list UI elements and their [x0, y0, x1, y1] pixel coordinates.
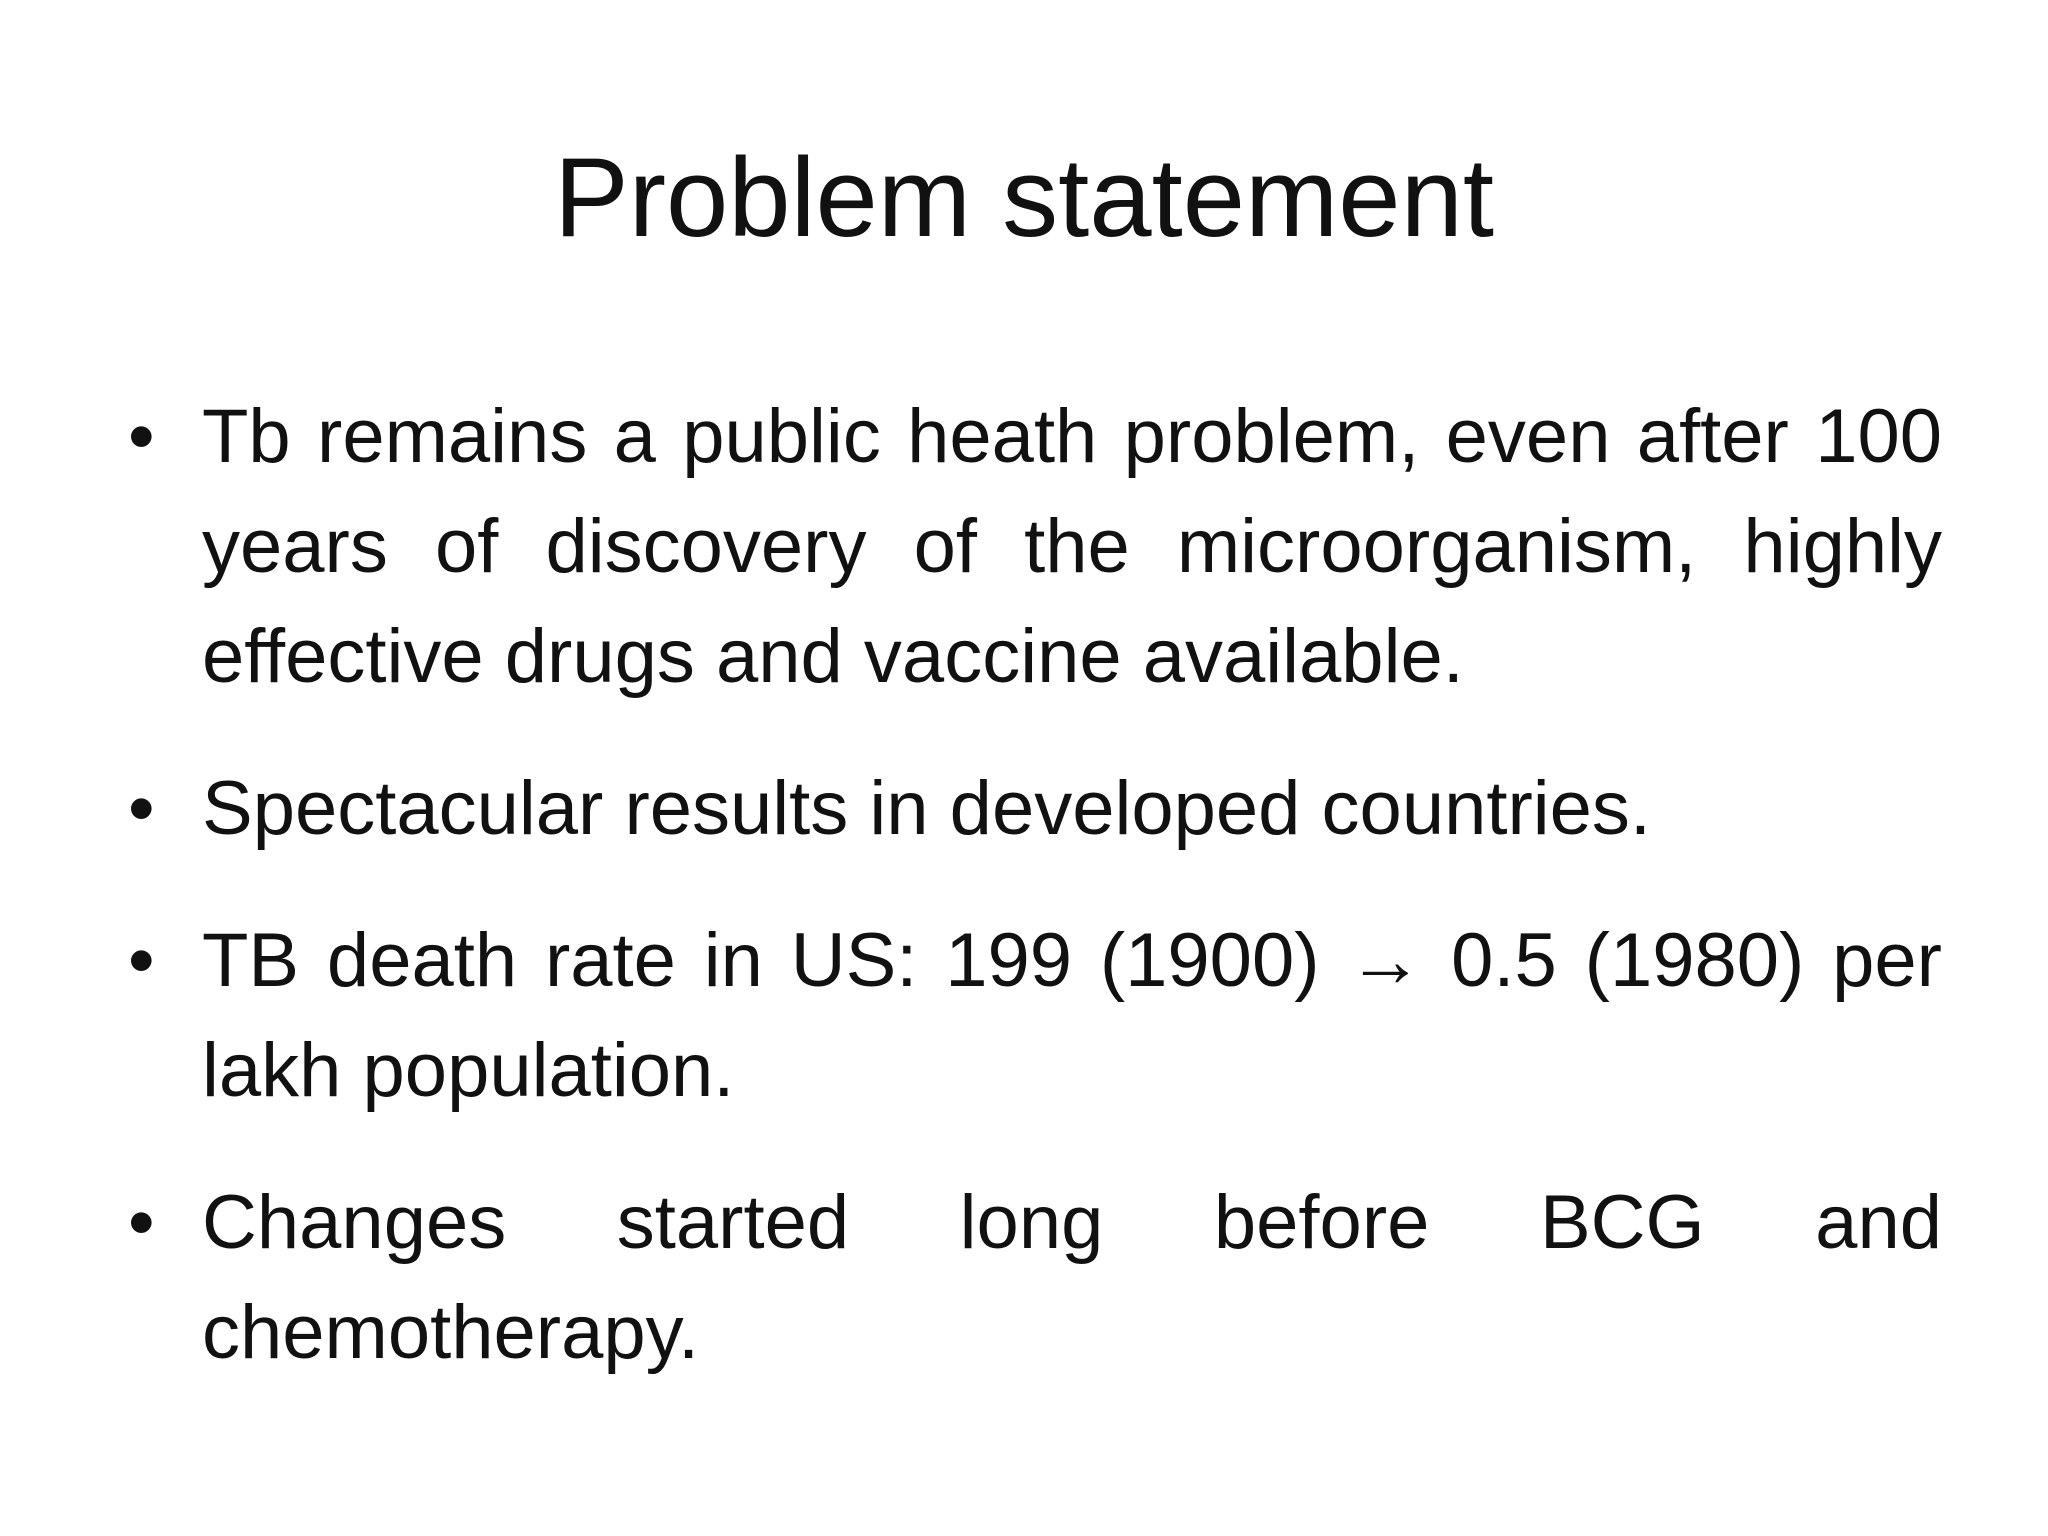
slide-title: Problem statement — [554, 135, 1494, 260]
bullet-item-3 — [120, 906, 1942, 1126]
bullet-icon: • — [128, 1180, 155, 1265]
bullet-item-4 — [120, 1168, 1942, 1388]
bullet-item-1 — [120, 382, 1942, 712]
slide-content — [120, 382, 1942, 1388]
bullet-icon: • — [128, 766, 155, 851]
bullet-list — [120, 382, 1942, 1388]
bullet-item-2 — [120, 754, 1942, 864]
bullet-text: TB death rate in US: 199 (1900) → 0.5 (1980) per lakh population. — [202, 918, 1942, 1113]
bullet-icon: • — [128, 394, 155, 479]
bullet-icon: • — [128, 918, 155, 1003]
bullet-text: Spectacular results in developed countries. — [202, 766, 1652, 851]
bullet-text: Changes started long before BCG and chemotherapy. — [202, 1180, 1942, 1375]
bullet-text: Tb remains a public heath problem, even after 100 years of discovery of the microorganism, highly effective drugs and vaccine available. — [202, 394, 1942, 699]
